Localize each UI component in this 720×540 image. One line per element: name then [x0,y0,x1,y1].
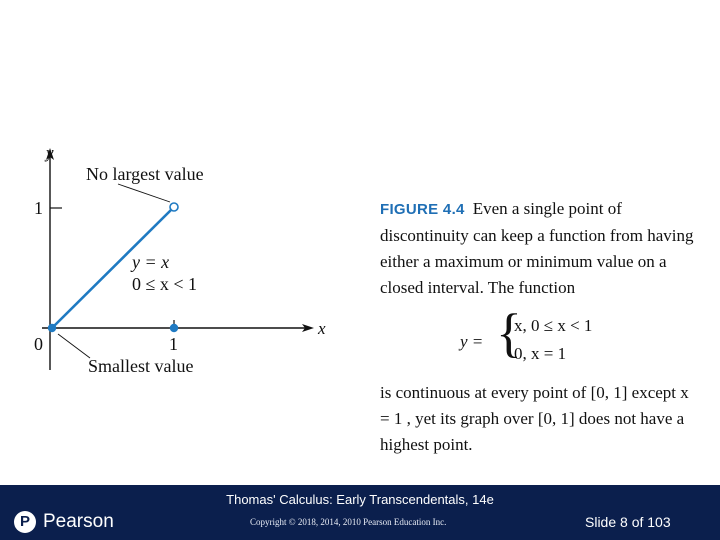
caption-text-before: Even a single point of discontinuity can keep a function from having either a maximum or minimum value on a closed interval. The function [380,199,694,297]
pearson-wordmark: Pearson [43,511,114,532]
figure-label: FIGURE 4.4 [380,201,465,218]
open-endpoint [170,203,178,211]
y-tick-label-1: 1 [34,198,43,218]
closed-point-1-0 [170,324,178,332]
figure-caption [380,196,700,301]
pearson-logo [14,510,114,534]
footer-bar [0,485,720,540]
closed-point-origin [48,324,56,332]
piecewise-definition [460,303,680,370]
x-axis-label: x [318,319,326,338]
pearson-p-icon: P [14,511,36,533]
equation-line-1: y = x [132,252,170,272]
piecewise-case-2: 0, x = 1 [514,344,567,363]
caption-text-after: is continuous at every point of [0, 1] except x = 1 , yet its graph over [0, 1] does not have a highest point. [380,383,689,454]
slide-counter: Slide 8 of 103 [585,514,671,530]
piecewise-lhs: y = [460,332,484,351]
copyright-text: Copyright © 2018, 2014, 2010 Pearson Education Inc. [250,517,447,527]
no-largest-label: No largest value [86,164,204,184]
x-tick-label-1: 1 [169,334,178,354]
smallest-label: Smallest value [88,356,194,376]
y-axis-label: y [46,143,54,162]
x-tick-label-0: 0 [34,334,43,354]
equation-line-2: 0 ≤ x < 1 [132,274,198,294]
book-title: Thomas' Calculus: Early Transcendentals, 14e [226,492,494,507]
pointer-no-largest [118,184,170,202]
piecewise-case-1: x, 0 ≤ x < 1 [514,316,593,335]
figure-graph [0,140,360,390]
brace-symbol: { [496,303,522,363]
pointer-smallest-origin [58,334,90,358]
